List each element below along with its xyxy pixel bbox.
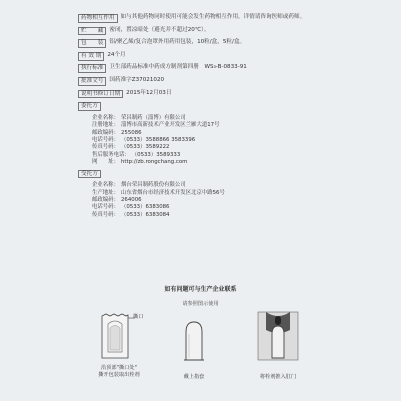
tear-point-label: 撕口 [133, 314, 144, 320]
row-value: 国药准字Z37021020 [109, 76, 165, 83]
row-tag: 包 装 [78, 39, 106, 48]
detail-key: 电话号码： [92, 204, 119, 211]
row-tag: 药物相互作用 [78, 14, 118, 23]
row-tag: 委托方 [78, 102, 101, 111]
detail-value: 淄博市高新技术产业开发区兰雁大道17号 [120, 122, 220, 129]
detail-value: http://zb.rongchang.com [120, 159, 188, 166]
info-row-interaction [78, 14, 338, 23]
contact-caption: 如有问题可与生产企业联系 [164, 286, 237, 293]
detail-row [92, 130, 338, 137]
detail-key: 企业名称： [92, 114, 119, 121]
detail-value: （0533）3589333 [131, 151, 181, 158]
row-value: 密闭，置凉暗处（避光并不超过20℃）。 [109, 26, 210, 33]
detail-value: （0533）3589222 [120, 144, 170, 151]
info-row-standard [78, 64, 338, 73]
row-tag: 批准文号 [78, 77, 106, 86]
detail-value: 山东省烟台市经济技术开发区北京中路56号 [120, 189, 225, 196]
maker-details [92, 182, 338, 219]
step2-label: 戴上指套 [183, 374, 205, 380]
info-row-maker [78, 170, 338, 179]
row-tag: 受托方 [78, 170, 101, 179]
detail-value: 255086 [120, 129, 142, 136]
entrust-details [92, 115, 338, 167]
detail-key: 邮政编码： [92, 197, 119, 203]
row-tag: 说明书修订日期 [78, 90, 123, 99]
detail-key: 邮政编码： [92, 129, 119, 136]
detail-row [92, 182, 338, 189]
detail-key: 售后服务电话： [92, 151, 130, 158]
info-row-entrust [78, 102, 338, 111]
detail-row [92, 190, 338, 197]
detail-value: 264006 [120, 197, 142, 203]
detail-value: 荣昌制药（淄博）有限公司 [120, 114, 186, 121]
detail-key: 企业名称： [92, 182, 119, 189]
detail-key: 注册地址： [92, 122, 119, 129]
detail-key: 网 址： [92, 159, 119, 166]
step3-label: 将栓剂推入肛门 [259, 374, 297, 380]
detail-value: 烟台荣昌制药股份有限公司 [120, 182, 186, 189]
row-value: 铝/聚乙烯/复合泡罩外用药用包装，10粒/盒，5粒/盒。 [109, 39, 246, 46]
info-row-revision-date [78, 90, 338, 99]
row-value: 24个月 [107, 51, 126, 58]
leaflet-content [78, 14, 338, 219]
finger-cot-illustration [180, 318, 208, 364]
detail-row [92, 122, 338, 129]
insertion-illustration [256, 310, 300, 362]
detail-row [92, 159, 338, 166]
row-tag: 执行标准 [78, 64, 106, 73]
detail-key: 传真号码： [92, 144, 119, 151]
detail-key: 生产地址： [92, 189, 119, 196]
row-value: 如与其他药物同时使用可能会发生药物相互作用，详情请咨询医师或药师。 [120, 14, 306, 20]
detail-row [92, 152, 338, 159]
row-value: 2015年12月03日 [126, 89, 172, 96]
detail-value: （0533）6383084 [120, 211, 170, 218]
step1-label: 沿顶部"撕口处" 撕开包装取出栓剂 [98, 365, 140, 378]
row-value: 卫生部药品标准中药成方制剂第四册 WS₃-B-0833-91 [109, 64, 247, 71]
detail-key: 传真号码： [92, 211, 119, 218]
detail-key: 电话号码： [92, 136, 119, 143]
detail-row [92, 204, 338, 211]
info-row-package [78, 39, 338, 48]
detail-value: （0533）3588866 3583396 [120, 136, 196, 143]
detail-value: （0533）6383086 [120, 204, 170, 211]
info-row-approval [78, 77, 338, 86]
detail-row [92, 144, 338, 151]
row-tag: 有 效 期 [78, 52, 104, 61]
detail-row [92, 212, 338, 219]
info-row-shelf-life [78, 52, 338, 61]
info-row-storage [78, 27, 338, 36]
row-tag: 贮 藏 [78, 27, 106, 36]
usage-caption: 请参照图示使用 [182, 301, 219, 307]
